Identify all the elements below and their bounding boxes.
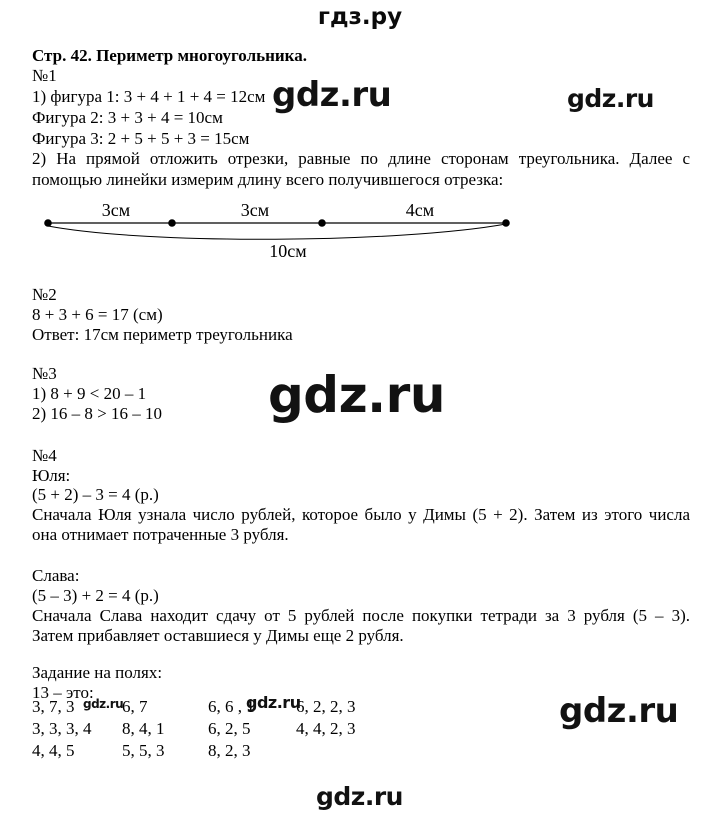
task2-equation: 8 + 3 + 6 = 17 (см): [32, 305, 163, 324]
task4-slava-equation: (5 – 3) + 2 = 4 (р.): [32, 586, 159, 605]
segment-label-1: 3см: [101, 200, 131, 220]
task4-label: №4: [32, 446, 57, 465]
segment-label-2: 3см: [240, 200, 270, 220]
total-length-arc: [48, 224, 506, 239]
segment-label-3: 4см: [405, 200, 435, 220]
combo-cell: 4, 4, 5: [32, 741, 75, 760]
task1-figure2: Фигура 2: 3 + 3 + 4 = 10см: [32, 108, 223, 127]
combo-cell: 6, 2, 5: [208, 719, 251, 738]
combo-cell: 8, 2, 3: [208, 741, 251, 760]
task2-answer: Ответ: 17см периметр треугольника: [32, 325, 293, 344]
site-logo: гдз.ру: [317, 4, 403, 30]
combo-cell: 6, 6 , 1: [208, 697, 255, 716]
task1-figure3: Фигура 3: 2 + 5 + 5 + 3 = 15см: [32, 129, 250, 148]
gdz-watermark: gdz.ru: [272, 75, 392, 115]
combo-cell: 3, 7, 3: [32, 697, 75, 716]
segment-dot: [502, 219, 510, 227]
task1-label: №1: [32, 66, 57, 85]
segment-dot: [168, 219, 176, 227]
task1-part2-line1: 2) На прямой отложить отрезки, равные по длине сторонам треугольника. Далее с: [32, 149, 690, 168]
task1-part2-line2: помощью линейки измерим длину всего получившегося отрезка:: [32, 170, 504, 189]
combo-cell: 8, 4, 1: [122, 719, 165, 738]
task4-slava-name: Слава:: [32, 566, 80, 585]
task3-label: №3: [32, 364, 57, 383]
segment-dot: [44, 219, 52, 227]
combo-cell: 6, 7: [122, 697, 148, 716]
gdz-watermark: gdz.ru: [559, 691, 679, 731]
gdz-watermark: gdz.ru: [268, 366, 445, 424]
gdz-watermark: gdz.ru: [316, 782, 403, 811]
task3-line1: 1) 8 + 9 < 20 – 1: [32, 384, 147, 403]
total-length-label: 10см: [269, 241, 307, 261]
page-title: Стр. 42. Периметр многоугольника.: [32, 46, 307, 65]
task4-slava-explain-2: Затем прибавляет оставшиеся у Димы еще 2 рубля.: [32, 626, 404, 645]
combo-cell: 4, 4, 2, 3: [296, 719, 356, 738]
combo-cell: 3, 3, 3, 4: [32, 719, 92, 738]
combo-cell: 5, 5, 3: [122, 741, 165, 760]
task1-figure1: 1) фигура 1: 3 + 4 + 1 + 4 = 12см: [32, 87, 266, 106]
combo-cell: [296, 741, 356, 763]
task4-slava-explain-1: Сначала Слава находит сдачу от 5 рублей после покупки тетради за 3 рубля (5 – 3).: [32, 606, 690, 625]
task4-julia-name: Юля:: [32, 466, 71, 485]
task2-label: №2: [32, 285, 57, 304]
gdz-watermark: gdz.ru: [246, 693, 301, 712]
segment-dot: [318, 219, 326, 227]
gdz-watermark: gdz.ru: [83, 697, 124, 711]
task4-julia-explain-2: она отнимает потраченные 3 рубля.: [32, 525, 289, 544]
segment-diagram: [0, 193, 720, 273]
combo-cell: 6, 2, 2, 3: [296, 697, 356, 716]
margin-task-subtitle: 13 – это:: [32, 683, 94, 702]
number-combinations-grid: [32, 693, 356, 763]
margin-task-title: Задание на полях:: [32, 663, 163, 682]
task3-line2: 2) 16 – 8 > 16 – 10: [32, 404, 162, 423]
gdz-watermark: gdz.ru: [567, 84, 654, 113]
task4-julia-explain-1: Сначала Юля узнала число рублей, которое было у Димы (5 + 2). Затем из этого числа: [32, 505, 690, 524]
task4-julia-equation: (5 + 2) – 3 = 4 (р.): [32, 485, 159, 504]
